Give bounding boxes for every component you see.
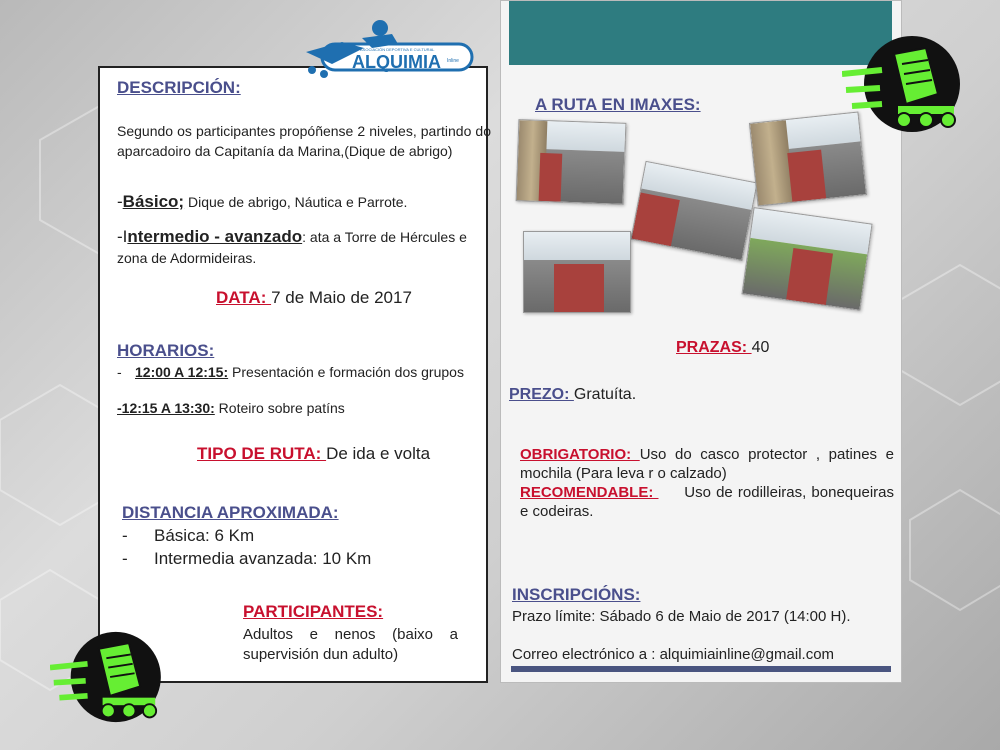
obrigatorio-text: Uso do casco protector , patines e mochila (Para leva r o calzado) [520,446,894,482]
prezo-line [509,386,636,404]
tipo-ruta-label: TIPO DE RUTA: [197,444,327,463]
inscripcions-heading: INSCRIPCIÓNS: [512,585,641,604]
prazas-line [676,339,769,357]
participantes-text: Adultos e nenos (baixo a supervisión dun adulto) [243,626,458,663]
descripcion-heading: DESCRIPCIÓN: [117,78,241,97]
alquimia-logo [302,18,474,82]
horarios-heading: HORARIOS: [117,341,215,360]
data-value: 7 de Maio de 2017 [271,288,412,307]
route-photo-4 [523,231,631,313]
logo-suffix: Inline [447,58,459,64]
basico-line [117,192,487,212]
route-photo-1 [516,119,627,205]
participantes-label: PARTICIPANTES: [243,602,384,621]
data-line [216,288,412,308]
skate-logo-icon [842,34,974,134]
horario-2-text: Roteiro sobre patíns [214,400,345,416]
tipo-ruta-line [197,444,430,464]
tipo-ruta-value: De ida e volta [326,444,431,463]
route-photo-2 [630,161,757,261]
horario-2 [117,400,345,416]
intermedio-line [117,226,487,269]
obrigatorio-label: OBRIGATORIO: [520,446,640,463]
skate-logo-icon-bottom [50,630,174,724]
prazas-label: PRAZAS: [676,339,752,356]
horario-1 [117,363,477,381]
bottom-navy-bar [511,666,891,672]
recomendable-text: Uso de rodilleiras, bonequeiras e codeiras. [520,484,899,520]
basico-text: Dique de abrigo, Náutica e Parrote. [184,194,408,210]
distancia-item-1: - Básica: 6 Km [122,526,255,545]
prazas-value: 40 [751,339,770,356]
basico-label: Básico; [122,192,185,211]
logo-brand: ALQUIMIA [352,52,441,72]
data-label: DATA: [216,288,272,307]
intermedio-text: : ata a Torre de Hércules e zona de Adormideiras. [117,229,467,266]
prezo-value: Gratuíta. [573,386,637,403]
left-info-panel [98,66,491,683]
intermedio-label: ntermedio - avanzado [127,227,303,246]
teal-header-band [509,1,892,65]
distancia-heading: DISTANCIA APROXIMADA: [122,503,339,522]
horario-2-time: -12:15 A 13:30: [117,400,215,416]
basico-prefix: - [117,192,123,211]
logo-tagline: ASOCIACIÓN DEPORTIVA E CULTURAL [360,47,435,52]
participantes-heading [243,602,383,622]
route-photo-5 [741,207,872,311]
obrigatorio-block [520,445,899,521]
horario-1-time: 12:00 A 12:15: [135,364,229,380]
prazo-text: Prazo límite: Sábado 6 de Maio de 2017 (14:00 H). [512,608,851,625]
distancia-item-2: - Intermedia avanzada: 10 Km [122,549,372,568]
distancia-basica: Básica: 6 Km [154,526,255,545]
distancia-intermedia: Intermedia avanzada: 10 Km [154,549,372,568]
horario-1-dash: - [117,364,122,380]
horario-1-text: Presentación e formación dos grupos [228,364,464,380]
correo-text: Correo electrónico a : alquimiainline@gmail.com [512,646,835,663]
ruta-heading: A RUTA EN IMAXES: [535,95,701,114]
intermedio-prefix: -I [117,227,128,246]
recomendable-label: RECOMENDABLE: [520,484,659,501]
descripcion-text: Segundo os participantes propóñense 2 niveles, partindo do aparcadoiro da Capitanía da Marina,(Dique de abrigo) [117,123,491,159]
prezo-label: PREZO: [509,386,574,403]
